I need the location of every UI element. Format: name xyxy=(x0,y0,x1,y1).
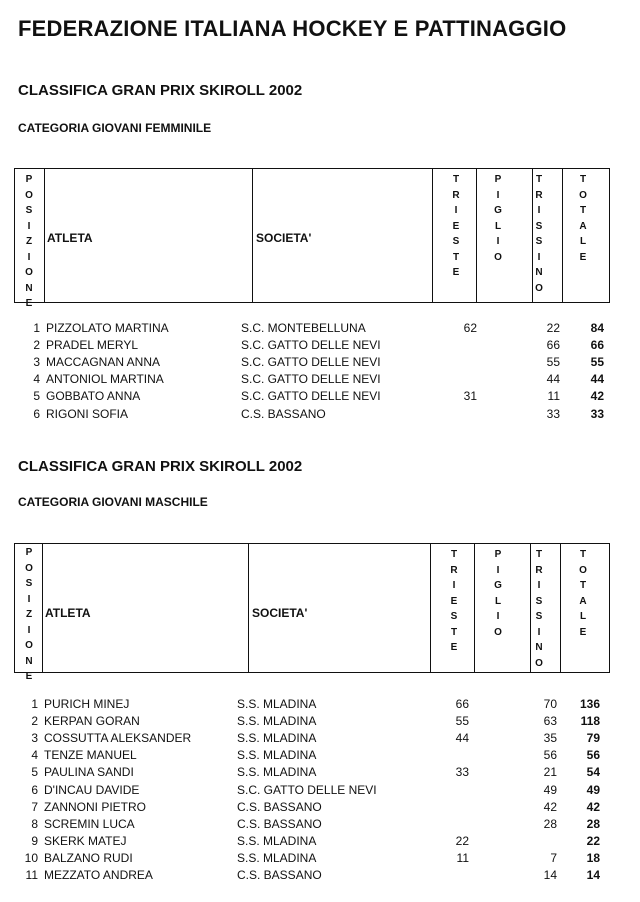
total-cell: 49 xyxy=(586,782,600,797)
trissino-cell: 14 xyxy=(543,868,557,882)
club-cell: S.C. GATTO DELLE NEVI xyxy=(241,372,381,387)
position-cell: 2 xyxy=(31,714,38,729)
trissino-cell: 42 xyxy=(543,799,557,814)
page-title: FEDERAZIONE ITALIANA HOCKEY E PATTINAGGIO xyxy=(18,16,567,41)
athlete-cell: ANTONIOL MARTINA xyxy=(46,372,164,387)
position-cell: 4 xyxy=(31,748,38,763)
athlete-cell: KERPAN GORAN xyxy=(44,714,140,729)
total-cell: 42 xyxy=(590,389,604,404)
athlete-cell: SKERK MATEJ xyxy=(44,833,127,848)
table-row xyxy=(0,714,640,731)
header-atleta: ATLETA xyxy=(47,231,93,245)
position-cell: 7 xyxy=(31,799,38,814)
table-header-maschile xyxy=(14,543,610,682)
total-cell: 44 xyxy=(590,372,604,387)
position-cell: 6 xyxy=(33,406,40,421)
trissino-cell: 56 xyxy=(543,748,557,763)
athlete-cell: PURICH MINEJ xyxy=(44,697,130,711)
header-trissino: T R I S S I N O xyxy=(535,549,543,669)
trissino-cell: 70 xyxy=(543,697,557,711)
position-cell: 10 xyxy=(24,850,38,865)
club-cell: S.C. GATTO DELLE NEVI xyxy=(241,389,381,404)
table-row xyxy=(0,407,640,424)
athlete-cell: TENZE MANUEL xyxy=(44,748,137,763)
trieste-cell: 62 xyxy=(463,321,477,335)
total-cell: 14 xyxy=(586,868,600,882)
table-row xyxy=(0,321,640,338)
club-cell: C.S. BASSANO xyxy=(237,868,322,882)
club-cell: S.C. GATTO DELLE NEVI xyxy=(241,355,381,370)
header-posizione: P O S I Z I O N E xyxy=(25,174,33,309)
position-cell: 1 xyxy=(31,697,38,711)
total-cell: 56 xyxy=(586,748,600,763)
header-totale: T O T A L E xyxy=(579,549,587,638)
trissino-cell: 66 xyxy=(546,338,560,353)
table-row xyxy=(0,338,640,355)
header-societa: SOCIETA' xyxy=(256,231,312,245)
club-cell: S.S. MLADINA xyxy=(237,714,317,729)
header-piglio: P I G L I O xyxy=(494,549,502,638)
total-cell: 33 xyxy=(590,406,604,421)
total-cell: 84 xyxy=(590,321,604,335)
position-cell: 3 xyxy=(31,731,38,746)
trissino-cell: 21 xyxy=(543,765,557,780)
position-cell: 1 xyxy=(33,321,40,335)
club-cell: C.S. BASSANO xyxy=(237,816,322,831)
header-posizione: P O S I Z I O N E xyxy=(25,547,33,682)
trieste-cell: 31 xyxy=(463,389,477,404)
athlete-cell: MEZZATO ANDREA xyxy=(44,868,153,882)
athlete-cell: COSSUTTA ALEKSANDER xyxy=(44,731,192,746)
table-row xyxy=(0,731,640,748)
athlete-cell: PRADEL MERYL xyxy=(46,338,139,353)
trieste-cell: 11 xyxy=(456,850,469,865)
trieste-cell: 66 xyxy=(455,697,469,711)
club-cell: C.S. BASSANO xyxy=(237,799,322,814)
athlete-cell: GOBBATO ANNA xyxy=(46,389,141,404)
position-cell: 6 xyxy=(31,782,38,797)
position-cell: 2 xyxy=(33,338,40,353)
club-cell: S.S. MLADINA xyxy=(237,748,317,763)
total-cell: 118 xyxy=(580,714,600,729)
trissino-cell: 49 xyxy=(543,782,557,797)
trissino-cell: 35 xyxy=(543,731,557,746)
club-cell: S.S. MLADINA xyxy=(237,850,317,865)
trieste-cell: 22 xyxy=(455,833,469,848)
club-cell: S.S. MLADINA xyxy=(237,697,317,711)
athlete-cell: SCREMIN LUCA xyxy=(44,816,135,831)
header-trieste: T R I E S T E xyxy=(450,549,458,653)
header-trissino: T R I S S I N O xyxy=(535,174,543,294)
club-cell: S.S. MLADINA xyxy=(237,731,317,746)
table-row xyxy=(0,800,640,817)
athlete-cell: MACCAGNAN ANNA xyxy=(46,355,161,370)
athlete-cell: BALZANO RUDI xyxy=(44,850,133,865)
club-cell: S.S. MLADINA xyxy=(237,765,317,780)
table-row xyxy=(0,355,640,372)
athlete-cell: PIZZOLATO MARTINA xyxy=(46,321,169,335)
position-cell: 8 xyxy=(31,816,38,831)
trissino-cell: 28 xyxy=(543,816,557,831)
header-atleta: ATLETA xyxy=(45,606,91,620)
header-trieste: T R I E S T E xyxy=(452,174,460,278)
table-row xyxy=(0,851,640,868)
position-cell: 11 xyxy=(25,868,38,882)
trissino-cell: 33 xyxy=(546,406,560,421)
table-row xyxy=(0,817,640,834)
table-row xyxy=(0,372,640,389)
table-row xyxy=(0,783,640,800)
position-cell: 5 xyxy=(31,765,38,780)
table-row xyxy=(0,697,640,714)
club-cell: S.C. GATTO DELLE NEVI xyxy=(237,782,377,797)
table-row xyxy=(0,834,640,851)
trieste-cell: 44 xyxy=(455,731,469,746)
table-row xyxy=(0,765,640,782)
header-societa: SOCIETA' xyxy=(252,606,308,620)
trissino-cell: 7 xyxy=(550,850,557,865)
total-cell: 42 xyxy=(586,799,600,814)
trissino-cell: 22 xyxy=(546,321,560,335)
section-title-femminile: CLASSIFICA GRAN PRIX SKIROLL 2002 xyxy=(18,82,303,99)
total-cell: 54 xyxy=(586,765,600,780)
athlete-cell: ZANNONI PIETRO xyxy=(44,799,147,814)
position-cell: 5 xyxy=(33,389,40,404)
trissino-cell: 55 xyxy=(546,355,560,370)
total-cell: 79 xyxy=(586,731,600,746)
club-cell: S.C. GATTO DELLE NEVI xyxy=(241,338,381,353)
position-cell: 3 xyxy=(33,355,40,370)
total-cell: 18 xyxy=(586,850,600,865)
total-cell: 66 xyxy=(590,338,604,353)
total-cell: 136 xyxy=(579,697,600,711)
position-cell: 4 xyxy=(33,372,40,387)
table-header-femminile xyxy=(14,168,610,309)
category-title-femminile: CATEGORIA GIOVANI FEMMINILE xyxy=(18,121,212,135)
total-cell: 55 xyxy=(590,355,604,370)
athlete-cell: RIGONI SOFIA xyxy=(46,406,129,421)
club-cell: C.S. BASSANO xyxy=(241,406,326,421)
trieste-cell: 33 xyxy=(455,765,469,780)
header-piglio: P I G L I O xyxy=(494,174,502,263)
position-cell: 9 xyxy=(31,833,38,848)
table-row xyxy=(0,868,640,885)
total-cell: 28 xyxy=(586,816,600,831)
athlete-cell: D'INCAU DAVIDE xyxy=(44,782,140,797)
category-title-maschile: CATEGORIA GIOVANI MASCHILE xyxy=(18,495,208,509)
trissino-cell: 63 xyxy=(543,714,557,729)
section-title-maschile: CLASSIFICA GRAN PRIX SKIROLL 2002 xyxy=(18,458,303,475)
header-totale: T O T A L E xyxy=(579,174,587,263)
total-cell: 22 xyxy=(586,833,600,848)
table-row xyxy=(0,748,640,765)
club-cell: S.C. MONTEBELLUNA xyxy=(241,321,366,335)
trissino-cell: 11 xyxy=(547,389,560,404)
table-row xyxy=(0,389,640,406)
club-cell: S.S. MLADINA xyxy=(237,833,317,848)
athlete-cell: PAULINA SANDI xyxy=(44,765,134,780)
trissino-cell: 44 xyxy=(546,372,560,387)
trieste-cell: 55 xyxy=(455,714,469,729)
